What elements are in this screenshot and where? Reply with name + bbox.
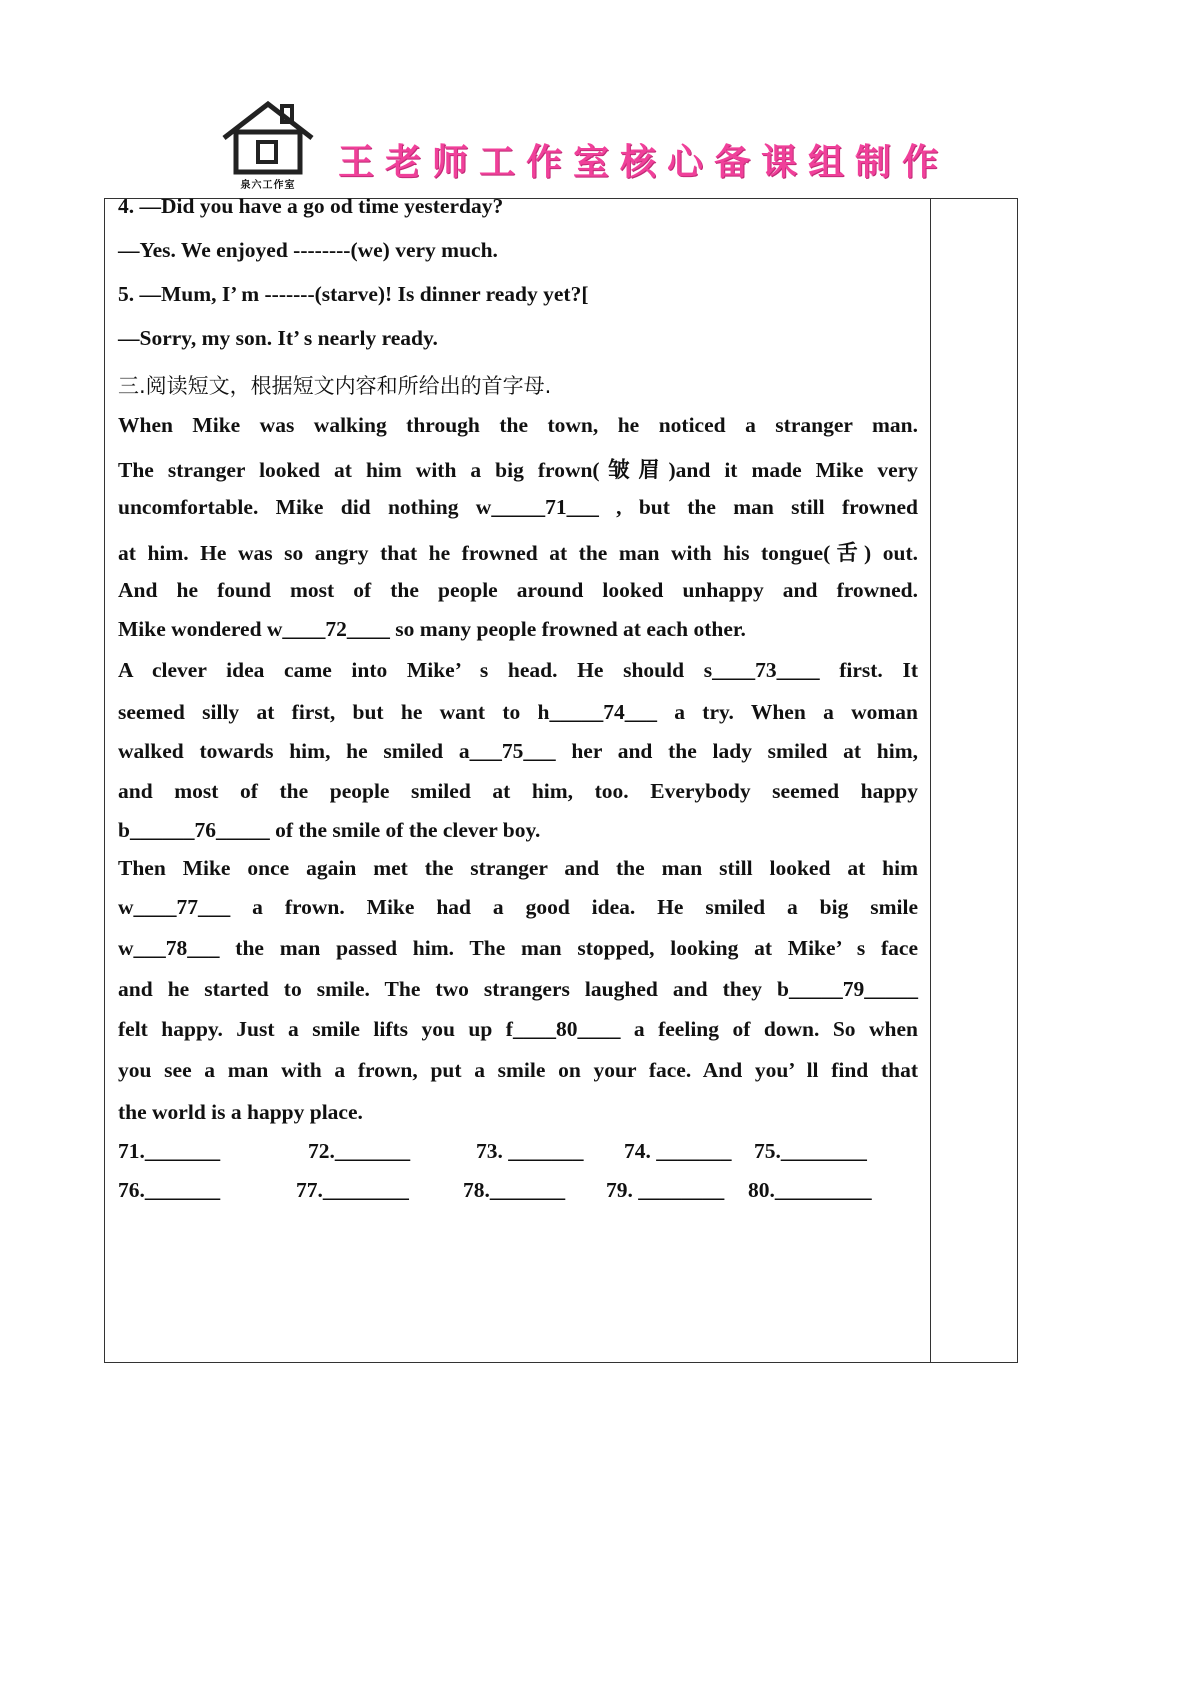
studio-title: 王老师工作室核心备课组制作 — [338, 142, 950, 183]
passage-line: The stranger looked at him with a big frown(皱眉)and it made Mike very — [118, 458, 918, 482]
passage-line: Mike wondered w____72____ so many people frowned at each other. — [118, 617, 746, 641]
answer-blank-72: 72._______ — [308, 1139, 411, 1163]
passage-line: you see a man with a frown, put a smile on your face. And you’ ll find that — [118, 1058, 918, 1082]
answer-blank-76: 76._______ — [118, 1178, 221, 1202]
page-header — [218, 98, 998, 190]
worksheet-table — [104, 194, 1018, 1363]
answer-4: —Yes. We enjoyed --------(we) very much. — [118, 238, 498, 262]
question-4: 4. —Did you have a go od time yesterday? — [118, 194, 504, 218]
answer-blank-73: 73. _______ — [476, 1139, 584, 1163]
question-5: 5. —Mum, I’ m -------(starve)! Is dinner ready yet?[ — [118, 282, 589, 306]
answer-blank-75: 75.________ — [754, 1139, 867, 1163]
passage-line: uncomfortable. Mike did nothing w_____71___ , but the man still frowned — [118, 495, 918, 519]
passage-line: the world is a happy place. — [118, 1100, 363, 1124]
passage-line: seemed silly at first, but he want to h_____74___ a try. When a woman — [118, 700, 918, 724]
passage-line: and he started to smile. The two strangers laughed and they b_____79_____ — [118, 977, 918, 1001]
passage-line: and most of the people smiled at him, too. Everybody seemed happy — [118, 779, 918, 803]
passage-line: Then Mike once again met the stranger and the man still looked at him — [118, 856, 918, 880]
passage-line: A clever idea came into Mike’ s head. He should s____73____ first. It — [118, 658, 918, 682]
answer-5: —Sorry, my son. It’ s nearly ready. — [118, 326, 438, 350]
column-divider — [930, 199, 931, 1362]
answer-blank-74: 74. _______ — [624, 1139, 732, 1163]
passage-line: w____77___ a frown. Mike had a good idea. He smiled a big smile — [118, 895, 918, 919]
house-logo-icon — [218, 98, 318, 190]
passage-line: When Mike was walking through the town, he noticed a stranger man. — [118, 413, 918, 437]
answer-blank-77: 77.________ — [296, 1178, 409, 1202]
answer-blank-78: 78._______ — [463, 1178, 566, 1202]
passage-line: b______76_____ of the smile of the clever boy. — [118, 818, 541, 842]
answer-blank-79: 79. ________ — [606, 1178, 725, 1202]
passage-line: at him. He was so angry that he frowned at the man with his tongue(舌) out. — [118, 541, 918, 565]
answer-blank-71: 71._______ — [118, 1139, 221, 1163]
passage-line: walked towards him, he smiled a___75___ her and the lady smiled at him, — [118, 739, 918, 763]
section-heading: 三.阅读短文，根据短文内容和所给出的首字母. — [118, 374, 552, 398]
answer-blank-80: 80._________ — [748, 1178, 872, 1202]
passage-line: w___78___ the man passed him. The man stopped, looking at Mike’ s face — [118, 936, 918, 960]
passage-line: felt happy. Just a smile lifts you up f____80____ a feeling of down. So when — [118, 1017, 918, 1041]
logo-caption: 泉六工作室 — [240, 180, 296, 191]
passage-line: And he found most of the people around looked unhappy and frowned. — [118, 578, 918, 602]
